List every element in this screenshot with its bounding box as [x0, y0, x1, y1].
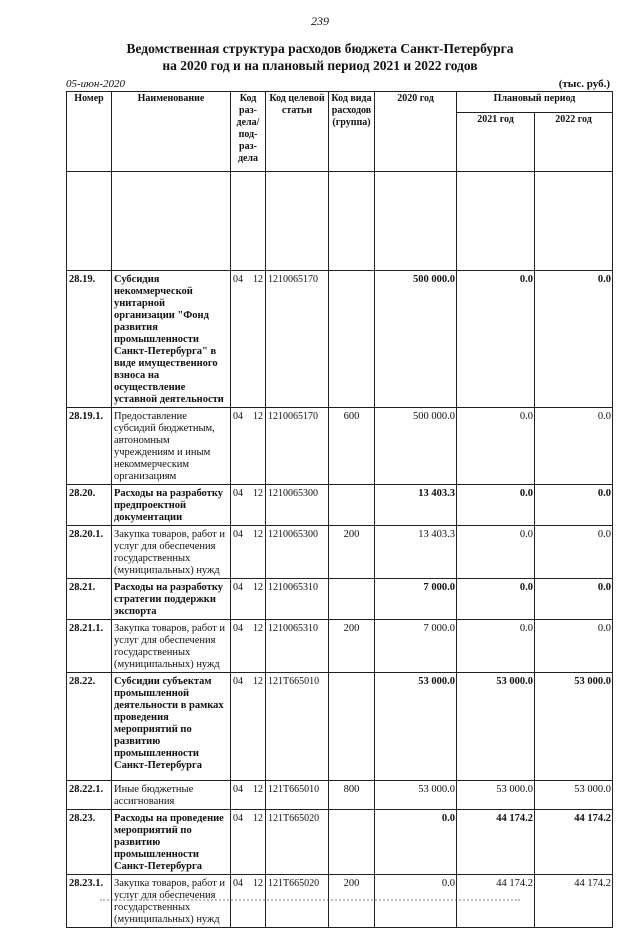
row-expense-type: [329, 810, 375, 875]
row-amount-2022: 0.0: [535, 579, 613, 620]
budget-table: [66, 91, 613, 928]
row-amount-2021: 44 174.2: [457, 875, 535, 928]
row-amount-2020: 500 000.0: [375, 271, 457, 408]
row-amount-2020: 53 000.0: [375, 781, 457, 810]
section-code: 04: [233, 488, 243, 499]
row-section-code: [231, 875, 266, 928]
row-number: 28.22.: [67, 673, 112, 781]
section-code: 04: [233, 411, 243, 422]
row-target-code: 1210065310: [266, 579, 329, 620]
page-number: 239: [311, 14, 329, 28]
row-amount-2020: 7 000.0: [375, 579, 457, 620]
title-line-1: Ведомственная структура расходов бюджета Санкт-Петербурга: [126, 41, 514, 56]
row-section-code: [231, 620, 266, 673]
section-code: 04: [233, 878, 243, 889]
row-number: 28.22.1.: [67, 781, 112, 810]
header-spacer-row: [67, 172, 613, 271]
subsection-code: 12: [253, 488, 263, 499]
subsection-code: 12: [253, 676, 263, 687]
row-section-code: [231, 673, 266, 781]
row-target-code: 1210065300: [266, 485, 329, 526]
table-body: [67, 271, 613, 928]
table-row: [67, 673, 613, 781]
row-target-code: 1210065170: [266, 408, 329, 485]
row-amount-2020: 0.0: [375, 810, 457, 875]
document-title: [0, 40, 640, 74]
section-code: 04: [233, 784, 243, 795]
row-amount-2021: 0.0: [457, 579, 535, 620]
row-number: 28.21.: [67, 579, 112, 620]
section-code: 04: [233, 676, 243, 687]
table-row: [67, 781, 613, 810]
row-target-code: 121Т665010: [266, 781, 329, 810]
row-section-code: [231, 579, 266, 620]
table-row: [67, 620, 613, 673]
row-target-code: 1210065170: [266, 271, 329, 408]
subsection-code: 12: [253, 274, 263, 285]
row-target-code: 121Т665010: [266, 673, 329, 781]
row-name: Предоставление субсидий бюджетным, автономным учреждениям и иным некоммерческим организациям: [112, 408, 231, 485]
row-amount-2020: 7 000.0: [375, 620, 457, 673]
subsection-code: 12: [253, 878, 263, 889]
row-amount-2022: 53 000.0: [535, 781, 613, 810]
row-amount-2020: 13 403.3: [375, 485, 457, 526]
subsection-code: 12: [253, 411, 263, 422]
row-section-code: [231, 810, 266, 875]
row-number: 28.20.1.: [67, 526, 112, 579]
row-target-code: 1210065310: [266, 620, 329, 673]
row-amount-2020: 0.0: [375, 875, 457, 928]
scan-artifact: [100, 893, 520, 901]
row-name: Субсидии субъектам промышленной деятельности в рамках проведения мероприятий по развитию промышленности Санкт-Петербурга: [112, 673, 231, 781]
row-section-code: [231, 781, 266, 810]
header-expense-type-code: Код вида расходов (группа): [329, 92, 375, 172]
units-label: (тыс. руб.): [558, 78, 610, 90]
section-code: 04: [233, 813, 243, 824]
header-plan-period: Плановый период: [457, 92, 613, 113]
header-2022: 2022 год: [535, 113, 613, 172]
row-amount-2022: 0.0: [535, 408, 613, 485]
row-amount-2021: 0.0: [457, 526, 535, 579]
subsection-code: 12: [253, 529, 263, 540]
row-amount-2021: 53 000.0: [457, 673, 535, 781]
row-amount-2021: 53 000.0: [457, 781, 535, 810]
row-expense-type: 200: [329, 526, 375, 579]
row-amount-2020: 53 000.0: [375, 673, 457, 781]
row-number: 28.21.1.: [67, 620, 112, 673]
row-number: 28.23.1.: [67, 875, 112, 928]
row-expense-type: 200: [329, 620, 375, 673]
table-row: [67, 485, 613, 526]
row-amount-2022: 0.0: [535, 485, 613, 526]
row-number: 28.20.: [67, 485, 112, 526]
row-amount-2021: 0.0: [457, 620, 535, 673]
header-section-code: Код раз- дела/ под- раз- дела: [231, 92, 266, 172]
row-number: 28.19.1.: [67, 408, 112, 485]
row-expense-type: [329, 673, 375, 781]
row-section-code: [231, 271, 266, 408]
table-row: [67, 271, 613, 408]
row-expense-type: 600: [329, 408, 375, 485]
row-name: Расходы на разработку стратегии поддержки экспорта: [112, 579, 231, 620]
table-row: [67, 810, 613, 875]
row-amount-2020: 13 403.3: [375, 526, 457, 579]
row-target-code: 121Т665020: [266, 875, 329, 928]
table-row: [67, 408, 613, 485]
row-target-code: 121Т665020: [266, 810, 329, 875]
section-code: 04: [233, 529, 243, 540]
row-number: 28.23.: [67, 810, 112, 875]
row-name: Иные бюджетные ассигнования: [112, 781, 231, 810]
row-expense-type: [329, 485, 375, 526]
row-amount-2022: 0.0: [535, 526, 613, 579]
row-target-code: 1210065300: [266, 526, 329, 579]
row-amount-2020: 500 000.0: [375, 408, 457, 485]
section-code: 04: [233, 274, 243, 285]
row-number: 28.19.: [67, 271, 112, 408]
row-amount-2021: 0.0: [457, 485, 535, 526]
row-name: Закупка товаров, работ и услуг для обеспечения государственных (муниципальных) нужд: [112, 620, 231, 673]
row-section-code: [231, 485, 266, 526]
row-amount-2021: 0.0: [457, 408, 535, 485]
header-name: Наименование: [112, 92, 231, 172]
row-name: Расходы на проведение мероприятий по развитию промышленности Санкт-Петербурга: [112, 810, 231, 875]
header-2021: 2021 год: [457, 113, 535, 172]
title-line-2: на 2020 год и на плановый период 2021 и 2022 годов: [162, 58, 478, 73]
row-amount-2022: 44 174.2: [535, 875, 613, 928]
row-amount-2022: 44 174.2: [535, 810, 613, 875]
row-amount-2021: 0.0: [457, 271, 535, 408]
row-amount-2022: 53 000.0: [535, 673, 613, 781]
subsection-code: 12: [253, 784, 263, 795]
section-code: 04: [233, 582, 243, 593]
header-target-code: Код целевой статьи: [266, 92, 329, 172]
document-date: 05-июн-2020: [66, 78, 126, 90]
row-section-code: [231, 408, 266, 485]
subsection-code: 12: [253, 623, 263, 634]
subsection-code: 12: [253, 582, 263, 593]
row-name: Закупка товаров, работ и услуг для обеспечения государственных (муниципальных) нужд: [112, 526, 231, 579]
table-row: [67, 875, 613, 928]
row-name: Закупка товаров, работ и услуг для обеспечения государственных (муниципальных) нужд: [112, 875, 231, 928]
row-expense-type: 200: [329, 875, 375, 928]
row-expense-type: [329, 579, 375, 620]
row-name: Расходы на разработку предпроектной документации: [112, 485, 231, 526]
header-number: Номер: [67, 92, 112, 172]
table-row: [67, 579, 613, 620]
row-amount-2022: 0.0: [535, 620, 613, 673]
table-row: [67, 526, 613, 579]
subsection-code: 12: [253, 813, 263, 824]
row-expense-type: [329, 271, 375, 408]
row-expense-type: 800: [329, 781, 375, 810]
section-code: 04: [233, 623, 243, 634]
row-section-code: [231, 526, 266, 579]
row-amount-2022: 0.0: [535, 271, 613, 408]
row-name: Субсидия некоммерческой унитарной организации "Фонд развития промышленности Санкт-Петербурга" в виде имущественного взноса на осуществление уставной деятельности: [112, 271, 231, 408]
header-2020: 2020 год: [375, 92, 457, 172]
row-amount-2021: 44 174.2: [457, 810, 535, 875]
